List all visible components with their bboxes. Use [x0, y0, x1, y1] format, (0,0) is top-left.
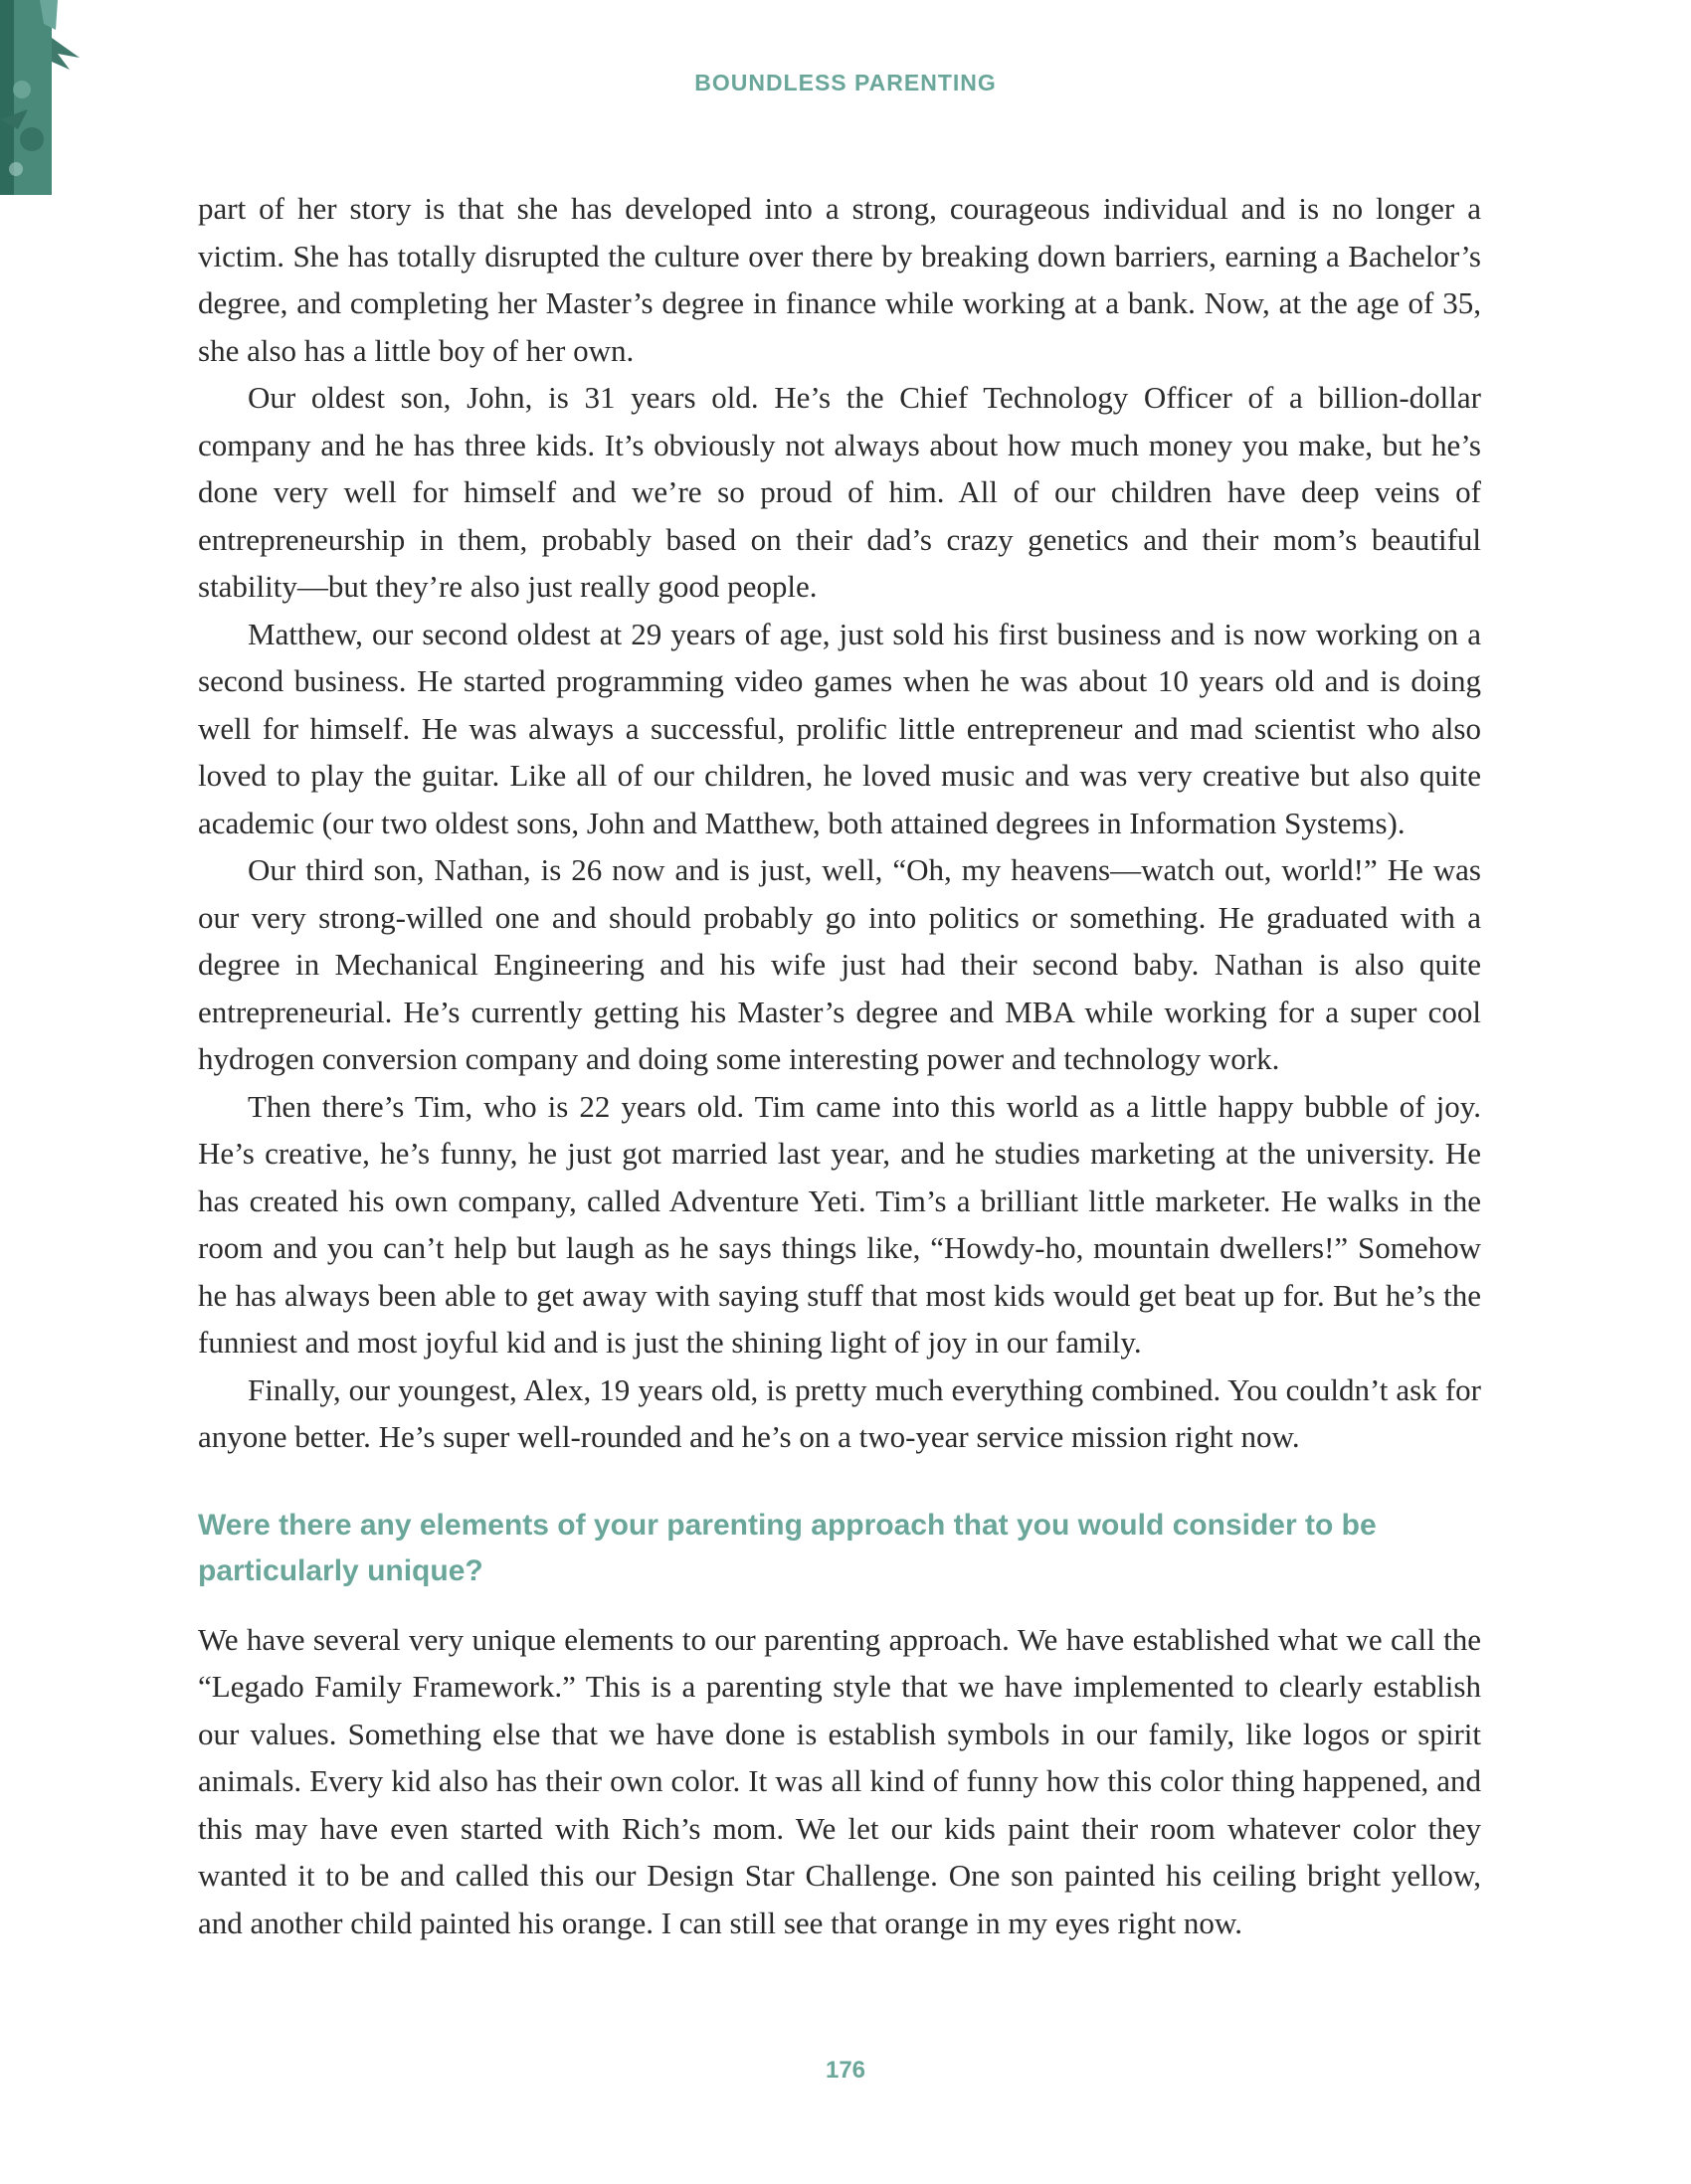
running-header: BOUNDLESS PARENTING — [694, 70, 997, 95]
body-paragraph: Our third son, Nathan, is 26 now and is just, well, “Oh, my heavens—watch out, world!” He was our very strong-willed one and should probably go into politics or something. He graduated with a degree in Mechanical Engineering and his wife just had their second baby. Nathan is also quite entrepreneurial. He’s currently getting his Master’s degree and MBA while working for a super cool hydrogen conversion company and doing some interesting power and technology work. — [198, 852, 1481, 1076]
page-number: 176 — [825, 2057, 866, 2084]
corner-tree-illustration — [0, 0, 80, 195]
body-paragraph: Our oldest son, John, is 31 years old. He’s the Chief Technology Officer of a billion-dollar company and he has three kids. It’s obviously not always about how much money you make, but he’s done very well for himself and we’re so proud of him. All of our children have deep veins of entrepreneurship in them, probably based on their dad’s crazy genetics and their mom’s beautiful stability—but they’re also just really good people. — [198, 380, 1481, 604]
body-paragraph: part of her story is that she has developed into a strong, courageous individual and is no longer a victim. She has totally disrupted the culture over there by breaking down barriers, earning a Bachelor’s degree, and completing her Master’s degree in finance while working at a bank. Now, at the age of 35, she also has a little boy of her own. — [198, 191, 1481, 368]
body-paragraph: Then there’s Tim, who is 22 years old. Tim came into this world as a little happy bubble of joy. He’s creative, he’s funny, he just got married last year, and he studies marketing at the university. He has created his own company, called Adventure Yeti. Tim’s a brilliant little marketer. He walks in the room and you can’t help but laugh as he says things like, “Howdy-ho, mountain dwellers!” Somehow he has always been able to get away with saying stuff that most kids would get beat up for. But he’s the funniest and most joyful kid and is just the shining light of joy in our family. — [198, 1088, 1481, 1360]
body-paragraph: Finally, our youngest, Alex, 19 years old, is pretty much everything combined. You couldn’t ask for anyone better. He’s super well-rounded and he’s on a two-year service mission right now. — [198, 1371, 1481, 1454]
body-paragraph: Matthew, our second oldest at 29 years of age, just sold his first business and is now working on a second business. He started programming video games when he was about 10 years old and is doing well for himself. He was always a successful, prolific little entrepreneur and mad scientist who also loved to play the guitar. Like all of our children, he loved music and was very creative but also quite academic (our two oldest sons, John and Matthew, both attained degrees in Information Systems). — [198, 616, 1481, 840]
page-body — [198, 185, 1481, 1946]
interview-question-heading: Were there any elements of your parenting approach that you would consider to be particularly unique? — [198, 1508, 1377, 1587]
answer-paragraph: We have several very unique elements to our parenting approach. We have established what we call the “Legado Family Framework.” This is a parenting style that we have implemented to clearly establish our values. Something else that we have done is establish symbols in our family, like logos or spirit animals. Every kid also has their own color. It was all kind of funny how this color thing happened, and this may have even started with Rich’s mom. We let our kids paint their room whatever color they wanted it to be and called this our Design Star Challenge. One son painted his ceiling bright yellow, and another child painted his orange. I can still see that orange in my eyes right now. — [198, 1621, 1481, 1940]
